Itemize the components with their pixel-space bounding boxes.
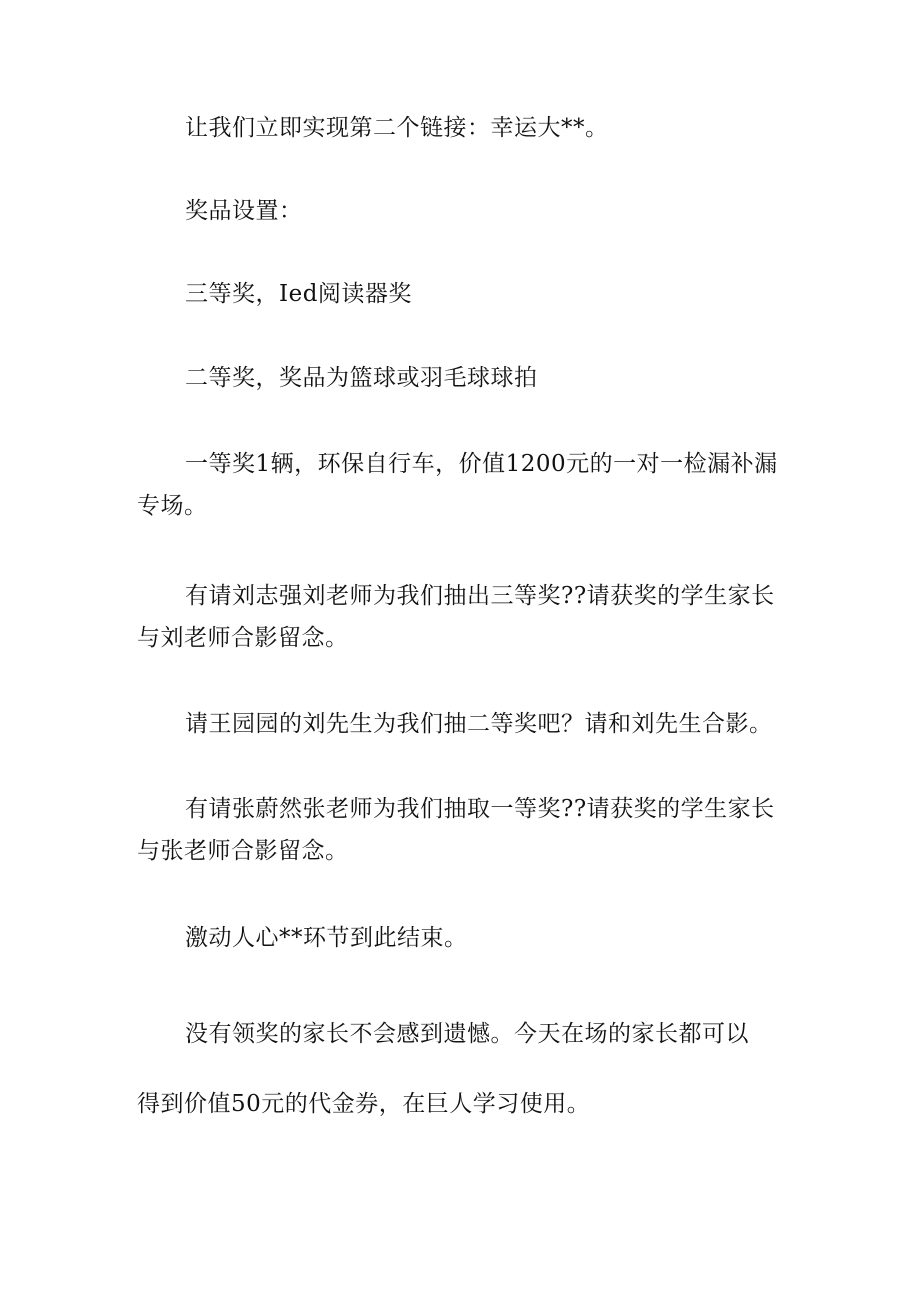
paragraph-draw-second: 请王园园的刘先生为我们抽二等奖吧？请和刘先生合影。 xyxy=(185,711,773,737)
paragraph-second-prize: 二等奖，奖品为篮球或羽毛球球拍 xyxy=(185,365,538,391)
paragraph-draw-first: 有请张蔚然张老师为我们抽取一等奖??请获奖的学生家长与张老师合影留念。 xyxy=(137,796,775,864)
paragraph-no-prize-note: 没有领奖的家长不会感到遗憾。今天在场的家长都可以 xyxy=(185,1021,749,1047)
paragraph-prize-setup: 奖品设置： xyxy=(185,198,303,224)
paragraph-draw-third: 有请刘志强刘老师为我们抽出三等奖??请获奖的学生家长与刘老师合影留念。 xyxy=(137,583,775,651)
paragraph-second-link: 让我们立即实现第二个链接：幸运大**。 xyxy=(185,115,609,141)
paragraph-session-end: 激动人心**环节到此结束。 xyxy=(185,925,468,951)
paragraph-voucher: 得到价值50元的代金券，在巨人学习使用。 xyxy=(137,1091,591,1117)
paragraph-first-prize: 一等奖1辆，环保自行车，价值1200元的一对一检漏补漏专场。 xyxy=(137,451,778,519)
paragraph-third-prize: 三等奖，Ied阅读器奖 xyxy=(185,281,412,307)
